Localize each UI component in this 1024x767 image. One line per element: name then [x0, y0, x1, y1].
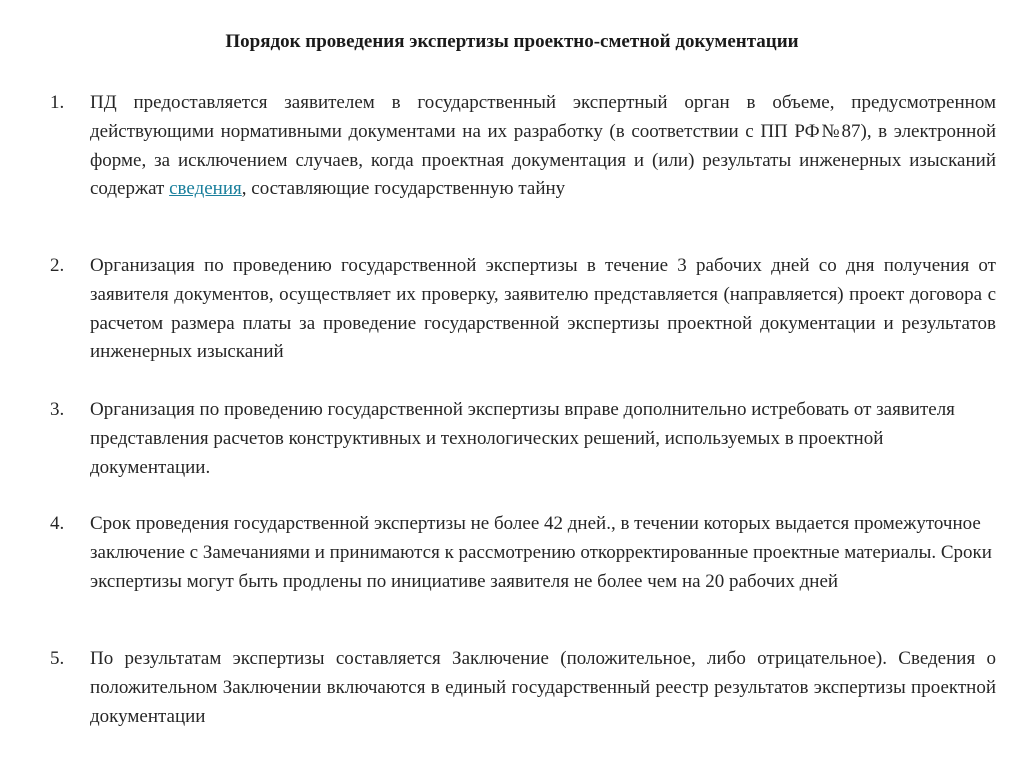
list-item-text-part: ПД предоставляется заявителем в государственный экспертный орган в объеме, предусмотренном действующими нормативными документами на их разработку (в соответствии с ПП РФ№87), в электронной форме, за исключением случаев, когда проектная документация и (или) результаты инженерных изысканий содержат — [90, 92, 996, 200]
list-item-text — [90, 89, 996, 204]
list-item-text-part: , составляющие государственную тайну — [241, 178, 566, 200]
list-item-number: 1. — [50, 92, 65, 113]
list-item — [46, 89, 996, 252]
list-item — [46, 645, 996, 731]
list-item — [46, 252, 996, 396]
list-item-text: Организация по проведению государственной экспертизы в течение 3 рабочих дней со дня получения от заявителя документов, осуществляет их проверку, заявителю представляется (направляется) проект договора с расчетом размера платы за проведение государственной экспертизы проектной документации и результатов инженерных изысканий — [90, 255, 996, 363]
page-title: Порядок проведения экспертизы проектно-сметной документации — [225, 31, 799, 52]
svedeniya-link[interactable]: сведения — [169, 178, 242, 200]
list-item-number: 4. — [50, 513, 65, 534]
numbered-list — [46, 89, 996, 731]
list-item-number: 3. — [50, 399, 65, 420]
list-item-text: Срок проведения государственной экспертизы не более 42 дней., в течении которых выдается промежуточное заключение с Замечаниями и принимаются к рассмотрению откорректированные проектные материалы. Сроки экспертизы могут быть продлены по инициативе заявителя не более чем на 20 рабочих дней — [90, 513, 992, 592]
list-item — [46, 396, 996, 510]
list-item-number: 2. — [50, 255, 65, 276]
list-item — [46, 510, 996, 645]
list-item-text: Организация по проведению государственной экспертизы вправе дополнительно истребовать от заявителя представления расчетов конструктивных и технологических решений, используемых в проектной документации. — [90, 399, 955, 478]
list-item-text: По результатам экспертизы составляется Заключение (положительное, либо отрицательное). Сведения о положительном Заключении включаются в единый государственный реестр результатов экспертизы проектной документации — [90, 648, 996, 727]
list-item-number: 5. — [50, 648, 65, 669]
